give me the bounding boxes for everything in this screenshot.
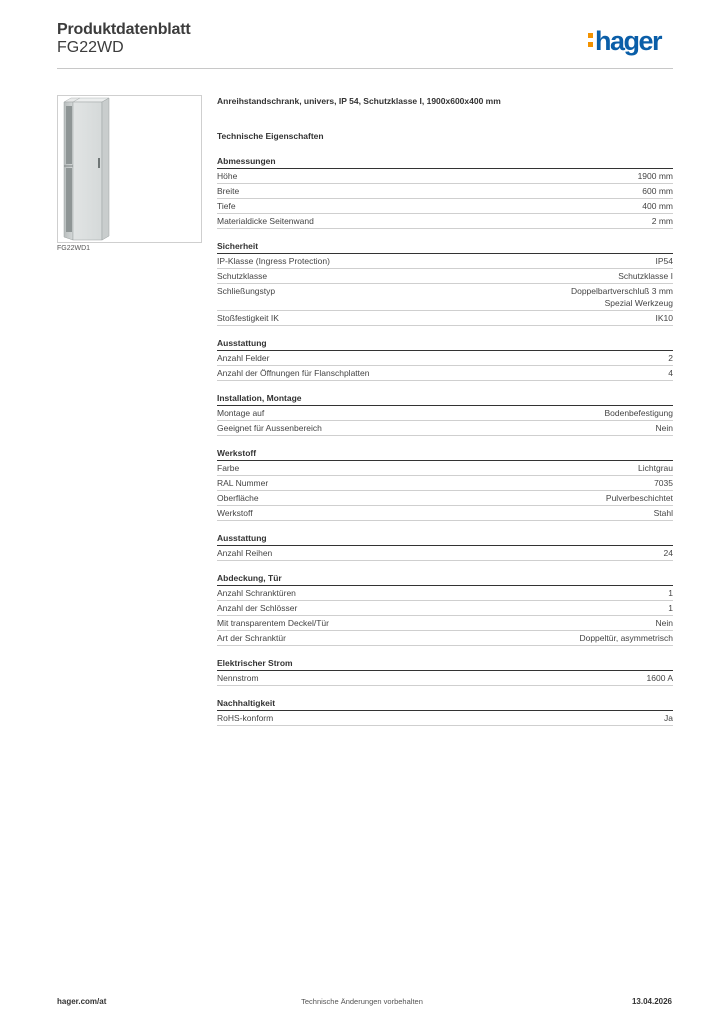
spec-row: [217, 284, 673, 311]
technical-properties-title: Technische Eigenschaften: [217, 131, 324, 141]
footer-website[interactable]: hager.com/at: [57, 997, 107, 1006]
spec-row: [217, 546, 673, 561]
spec-value: 7035: [654, 478, 673, 488]
spec-value: Schutzklasse I: [618, 271, 673, 281]
spec-row: [217, 366, 673, 381]
spec-value: IK10: [655, 313, 673, 323]
spec-label: Anzahl der Öffnungen für Flanschplatten: [217, 368, 370, 378]
spec-row: [217, 476, 673, 491]
spec-row: [217, 491, 673, 506]
spec-value: Stahl: [653, 508, 673, 518]
spec-label: Mit transparentem Deckel/Tür: [217, 618, 329, 628]
spec-value: 2: [668, 353, 673, 363]
section-title: Werkstoff: [217, 447, 673, 461]
section-title: Installation, Montage: [217, 392, 673, 406]
spec-value: 600 mm: [642, 186, 673, 196]
spec-label: Anzahl der Schlösser: [217, 603, 298, 613]
spec-value: 1: [668, 588, 673, 598]
spec-value: 1900 mm: [637, 171, 673, 181]
spec-section: [217, 697, 673, 726]
product-code: FG22WD: [57, 39, 124, 56]
section-title: Nachhaltigkeit: [217, 697, 673, 711]
spec-value: 400 mm: [642, 201, 673, 211]
spec-row: [217, 351, 673, 366]
spec-content: [217, 95, 673, 726]
page-title: Produktdatenblatt: [57, 21, 191, 38]
spec-row: [217, 421, 673, 436]
spec-row: [217, 601, 673, 616]
section-title: Abmessungen: [217, 155, 673, 169]
spec-value: 24: [663, 548, 673, 558]
spec-value: Pulverbeschichtet: [605, 493, 673, 503]
spec-value: 1: [668, 603, 673, 613]
spec-row: [217, 406, 673, 421]
spec-section: [217, 572, 673, 646]
spec-value: Lichtgrau: [638, 463, 673, 473]
spec-row: [217, 631, 673, 646]
spec-row: [217, 199, 673, 214]
logo-text: hager: [595, 26, 662, 56]
section-title: Abdeckung, Tür: [217, 572, 673, 586]
spec-label: RAL Nummer: [217, 478, 269, 488]
section-title: Ausstattung: [217, 337, 673, 351]
section-title: Elektrischer Strom: [217, 657, 673, 671]
spec-section: [217, 657, 673, 686]
spec-value: Nein: [655, 618, 673, 628]
spec-label: Tiefe: [217, 201, 236, 211]
spec-label: Breite: [217, 186, 240, 196]
cabinet-image: [58, 96, 201, 242]
spec-value: Doppelbartverschluß 3 mm Spezial Werkzeug: [570, 286, 673, 308]
spec-value: IP54: [655, 256, 673, 266]
spec-label: Art der Schranktür: [217, 633, 286, 643]
spec-sections: [217, 155, 673, 726]
spec-row: [217, 586, 673, 601]
footer-date: 13.04.2026: [631, 997, 672, 1006]
spec-section: [217, 392, 673, 436]
spec-row: [217, 461, 673, 476]
spec-label: Farbe: [217, 463, 240, 473]
spec-label: Nennstrom: [217, 673, 259, 683]
section-title: Sicherheit: [217, 240, 673, 254]
spec-section: [217, 240, 673, 326]
spec-value: Ja: [664, 713, 673, 723]
footer-notice: Technische Änderungen vorbehalten: [301, 997, 423, 1006]
spec-value: 4: [668, 368, 673, 378]
spec-row: [217, 616, 673, 631]
spec-label: Anzahl Felder: [217, 353, 270, 363]
spec-row: [217, 311, 673, 326]
spec-label: Werkstoff: [217, 508, 253, 518]
spec-value: 2 mm: [651, 216, 673, 226]
spec-row: [217, 506, 673, 521]
spec-label: Geeignet für Aussenbereich: [217, 423, 322, 433]
spec-label: IP-Klasse (Ingress Protection): [217, 256, 330, 266]
spec-row: [217, 711, 673, 726]
spec-label: Höhe: [217, 171, 238, 181]
image-caption: FG22WD1: [57, 245, 91, 252]
spec-label: Schließungstyp: [217, 286, 276, 296]
spec-section: [217, 532, 673, 561]
spec-value: Nein: [655, 423, 673, 433]
product-image: [57, 95, 202, 243]
spec-section: [217, 155, 673, 229]
spec-value: 1600 A: [646, 673, 673, 683]
spec-section: [217, 337, 673, 381]
spec-value: Bodenbefestigung: [604, 408, 673, 418]
spec-row: [217, 671, 673, 686]
spec-row: [217, 184, 673, 199]
hager-logo[interactable]: [588, 26, 661, 56]
spec-label: Anzahl Schranktüren: [217, 588, 296, 598]
spec-label: Stoßfestigkeit IK: [217, 313, 279, 323]
product-description: Anreihstandschrank, univers, IP 54, Schutzklasse I, 1900x600x400 mm: [217, 96, 501, 106]
spec-label: Anzahl Reihen: [217, 548, 273, 558]
spec-label: RoHS-konform: [217, 713, 274, 723]
spec-row: [217, 269, 673, 284]
spec-row: [217, 214, 673, 229]
spec-section: [217, 447, 673, 521]
spec-row: [217, 254, 673, 269]
spec-label: Oberfläche: [217, 493, 259, 503]
section-title: Ausstattung: [217, 532, 673, 546]
spec-label: Montage auf: [217, 408, 265, 418]
header-divider: [57, 68, 673, 69]
spec-row: [217, 169, 673, 184]
spec-value: Doppeltür, asymmetrisch: [579, 633, 673, 643]
spec-label: Materialdicke Seitenwand: [217, 216, 314, 226]
spec-label: Schutzklasse: [217, 271, 268, 281]
logo-colon-icon: [588, 26, 595, 47]
